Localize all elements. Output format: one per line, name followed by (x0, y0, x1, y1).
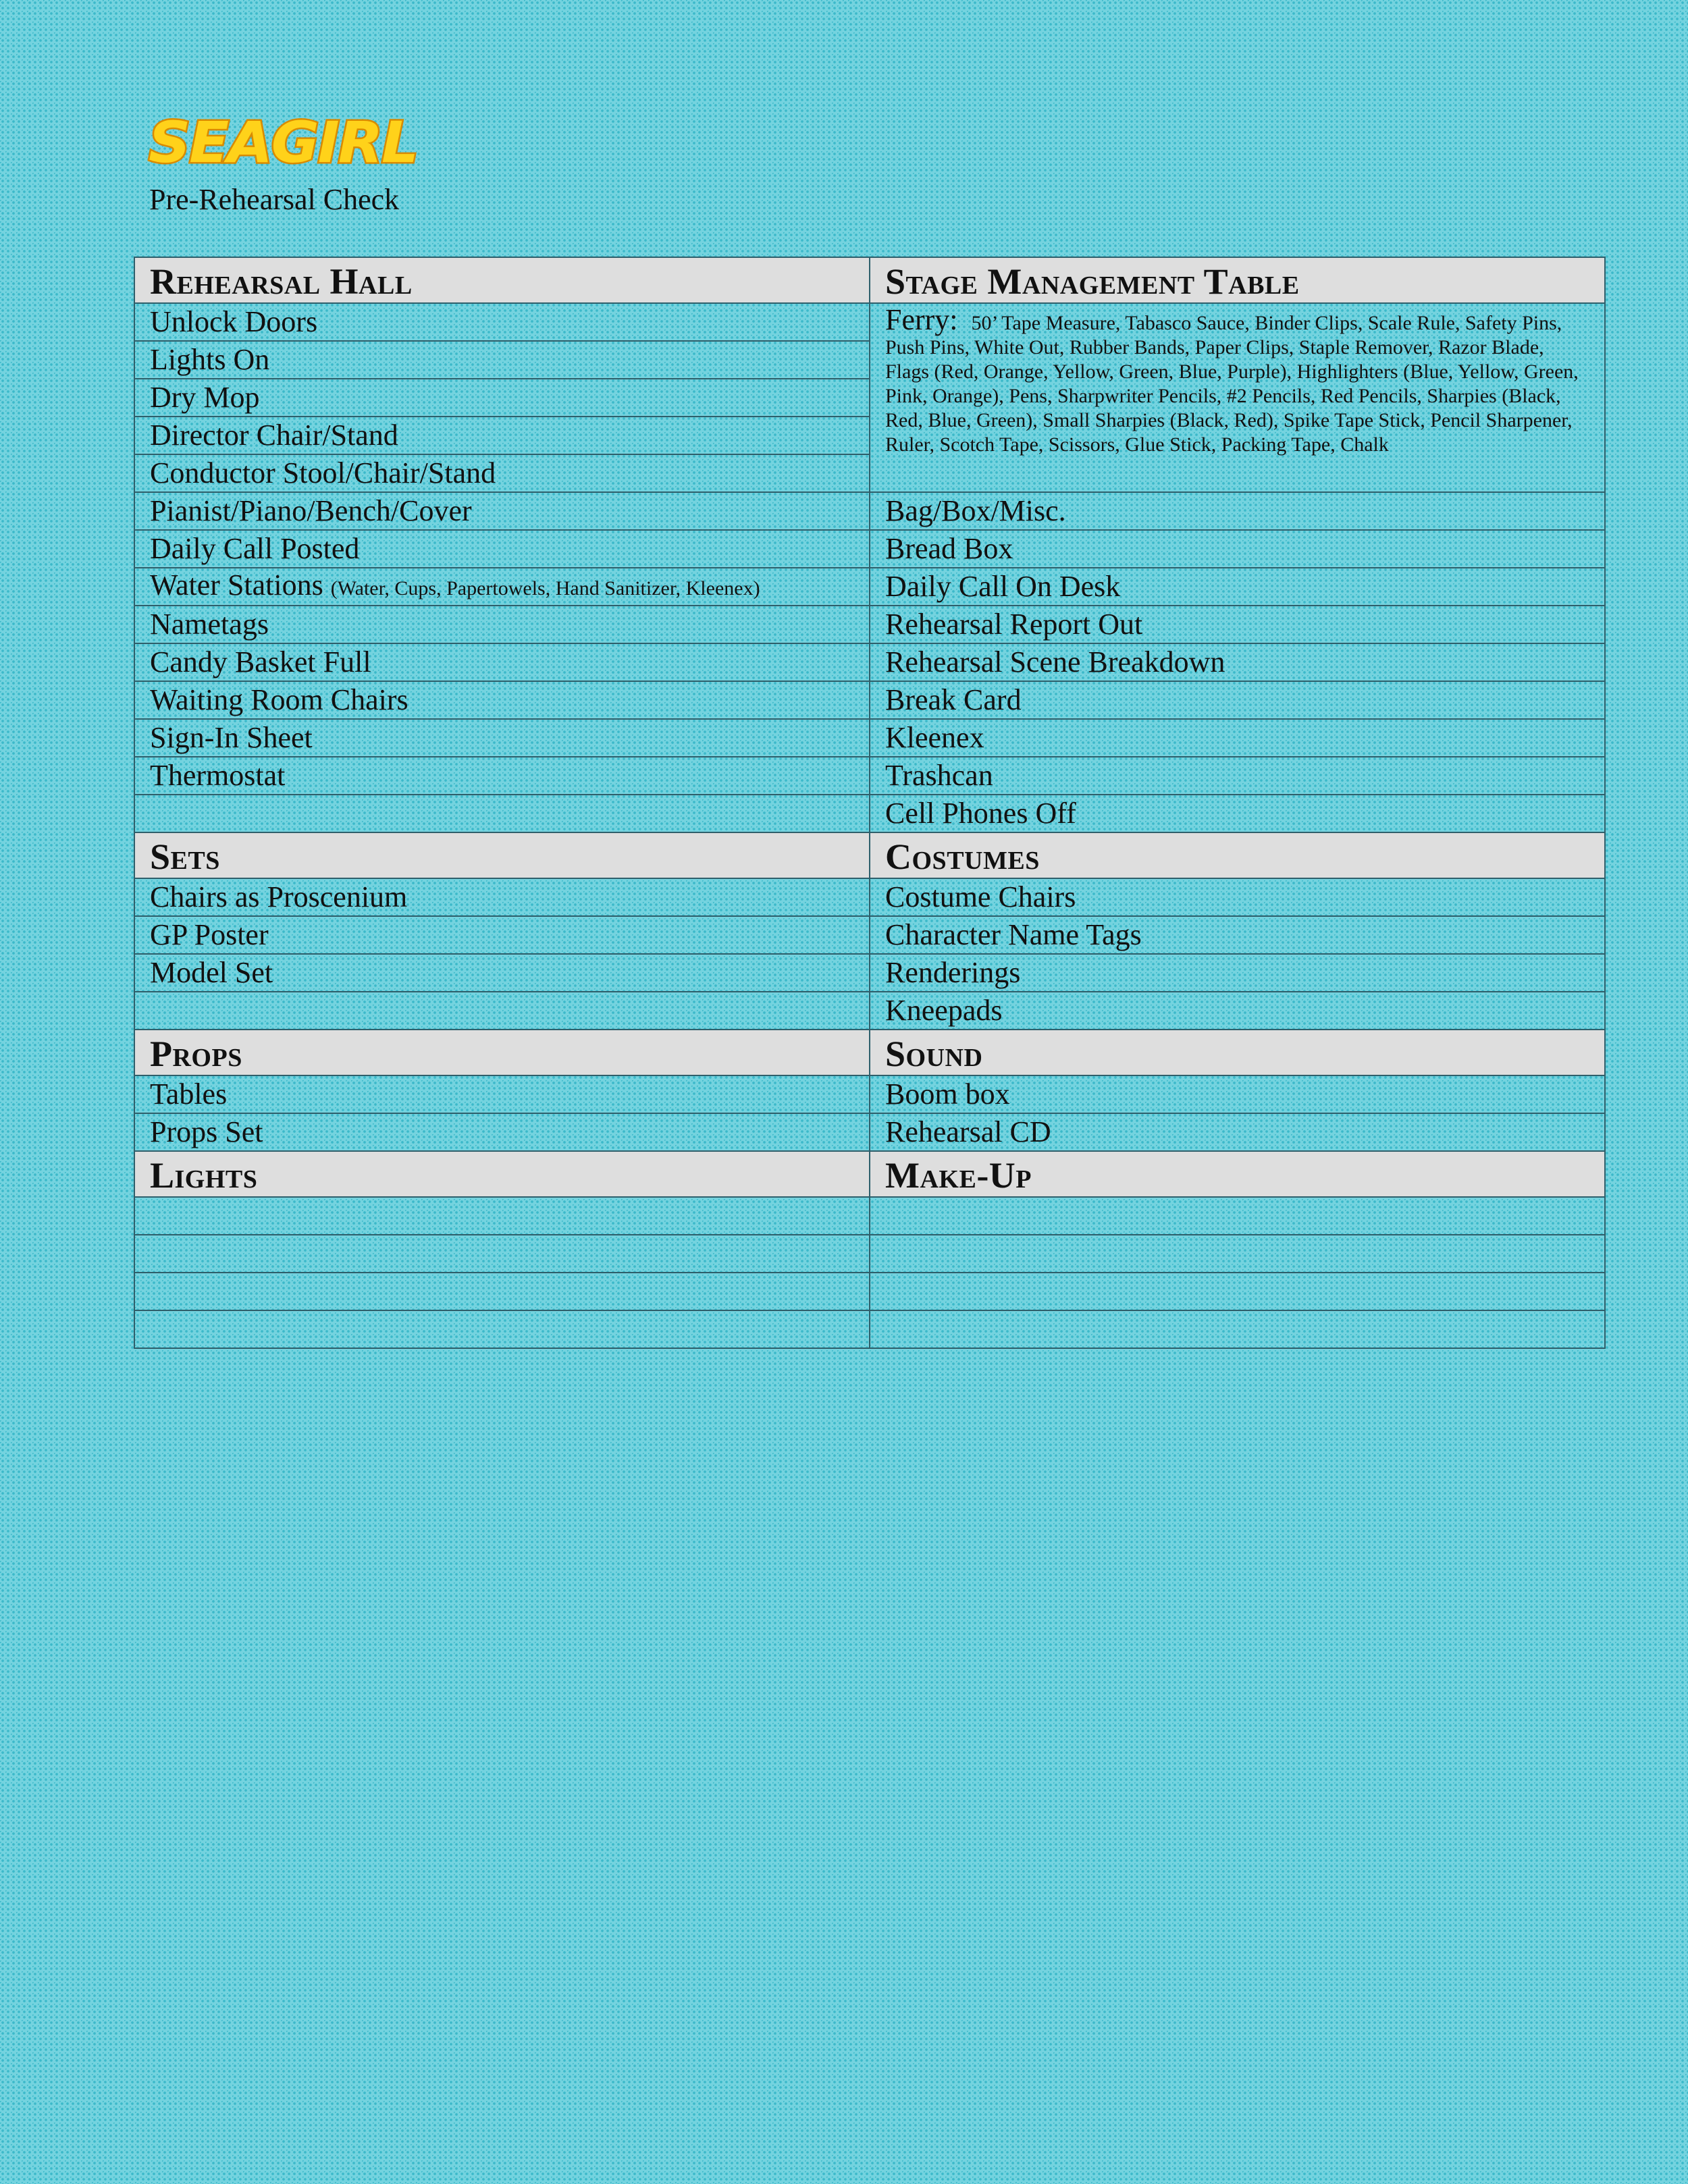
seagirl-logo (146, 108, 423, 176)
check-item: Nametags (134, 606, 870, 643)
stage-management-table-header: Stage Management Table (870, 257, 1605, 303)
check-item: Water Stations (150, 568, 323, 602)
check-item: Conductor Stool/Chair/Stand (134, 454, 870, 492)
table-row (134, 757, 1605, 795)
check-item: Trashcan (870, 757, 1605, 795)
check-item: Kleenex (870, 719, 1605, 757)
ferry-contents-cell (870, 303, 1605, 492)
table-row (134, 568, 1605, 606)
check-item: Bag/Box/Misc. (870, 492, 1605, 530)
check-item: Dry Mop (134, 379, 870, 417)
empty-cell (870, 1273, 1605, 1310)
checklist-table (134, 257, 1606, 1349)
table-row (134, 530, 1605, 568)
empty-cell (870, 1310, 1605, 1348)
empty-cell (870, 1235, 1605, 1273)
check-item: Model Set (134, 954, 870, 992)
check-item: Unlock Doors (134, 303, 870, 341)
table-row (134, 1075, 1605, 1113)
check-item: Costume Chairs (870, 878, 1605, 916)
ferry-label: Ferry: (885, 303, 958, 336)
table-row (134, 681, 1605, 719)
table-row (134, 606, 1605, 643)
water-stations-note: (Water, Cups, Papertowels, Hand Sanitizer, Kleenex) (330, 577, 760, 600)
check-item: Sign-In Sheet (134, 719, 870, 757)
check-item: Boom box (870, 1075, 1605, 1113)
check-item: Cell Phones Off (870, 795, 1605, 832)
check-item: Pianist/Piano/Bench/Cover (134, 492, 870, 530)
check-item: Rehearsal CD (870, 1113, 1605, 1151)
empty-cell (134, 1310, 870, 1348)
table-row (134, 1310, 1605, 1348)
logo-text: SEAGIRL (149, 109, 417, 176)
section-header-row (134, 1151, 1605, 1197)
empty-cell (134, 1273, 870, 1310)
check-item: Renderings (870, 954, 1605, 992)
ferry-contents: 50’ Tape Measure, Tabasco Sauce, Binder Clips, Scale Rule, Safety Pins, Push Pins, White Out, Rubber Bands, Paper Clips, Staple Remover, Razor Blade, Flags (Red, Orange, Yellow, Green, Blue, Purple), Highlighters (Blue, Yellow, Green, Pink, Orange), Pens, Sharpwriter Pencils, #2 Pencils, Red Pencils, Sharpies (Black, Red, Blue, Green), Small Sharpies (Black, Red), Spike Tape Stick, Pencil Sharpener, Ruler, Scotch Tape, Scissors, Glue Stick, Packing Tape, Chalk (885, 312, 1579, 456)
table-row (134, 1197, 1605, 1235)
rehearsal-hall-header: Rehearsal Hall (134, 257, 870, 303)
check-item: Props Set (134, 1113, 870, 1151)
check-item: Lights On (134, 341, 870, 379)
check-item: GP Poster (134, 916, 870, 954)
check-item: Tables (134, 1075, 870, 1113)
empty-cell (134, 1197, 870, 1235)
table-row (134, 719, 1605, 757)
table-row (134, 954, 1605, 992)
table-row (134, 878, 1605, 916)
check-item: Thermostat (134, 757, 870, 795)
costumes-header: Costumes (870, 832, 1605, 878)
table-row (134, 916, 1605, 954)
empty-cell (870, 1197, 1605, 1235)
check-item: Daily Call Posted (134, 530, 870, 568)
check-item: Kneepads (870, 992, 1605, 1030)
check-item: Break Card (870, 681, 1605, 719)
empty-cell (134, 1235, 870, 1273)
sound-header: Sound (870, 1030, 1605, 1075)
check-item: Director Chair/Stand (134, 417, 870, 454)
sets-header: Sets (134, 832, 870, 878)
table-row (134, 795, 1605, 832)
check-item: Character Name Tags (870, 916, 1605, 954)
page-subtitle: Pre-Rehearsal Check (149, 183, 400, 216)
empty-cell (134, 795, 870, 832)
make-up-header: Make-Up (870, 1151, 1605, 1197)
table-row (134, 1113, 1605, 1151)
check-item: Rehearsal Report Out (870, 606, 1605, 643)
check-item: Candy Basket Full (134, 643, 870, 681)
table-row (134, 303, 1605, 341)
empty-cell (134, 992, 870, 1030)
table-row (134, 992, 1605, 1030)
check-item: Chairs as Proscenium (134, 878, 870, 916)
check-item: Daily Call On Desk (870, 568, 1605, 606)
check-item: Bread Box (870, 530, 1605, 568)
section-header-row (134, 832, 1605, 878)
table-row (134, 1273, 1605, 1310)
props-header: Props (134, 1030, 870, 1075)
water-stations-cell (134, 568, 870, 606)
check-item: Waiting Room Chairs (134, 681, 870, 719)
table-row (134, 1235, 1605, 1273)
section-header-row (134, 257, 1605, 303)
section-header-row (134, 1030, 1605, 1075)
lights-header: Lights (134, 1151, 870, 1197)
table-row (134, 643, 1605, 681)
check-item: Rehearsal Scene Breakdown (870, 643, 1605, 681)
table-row (134, 492, 1605, 530)
